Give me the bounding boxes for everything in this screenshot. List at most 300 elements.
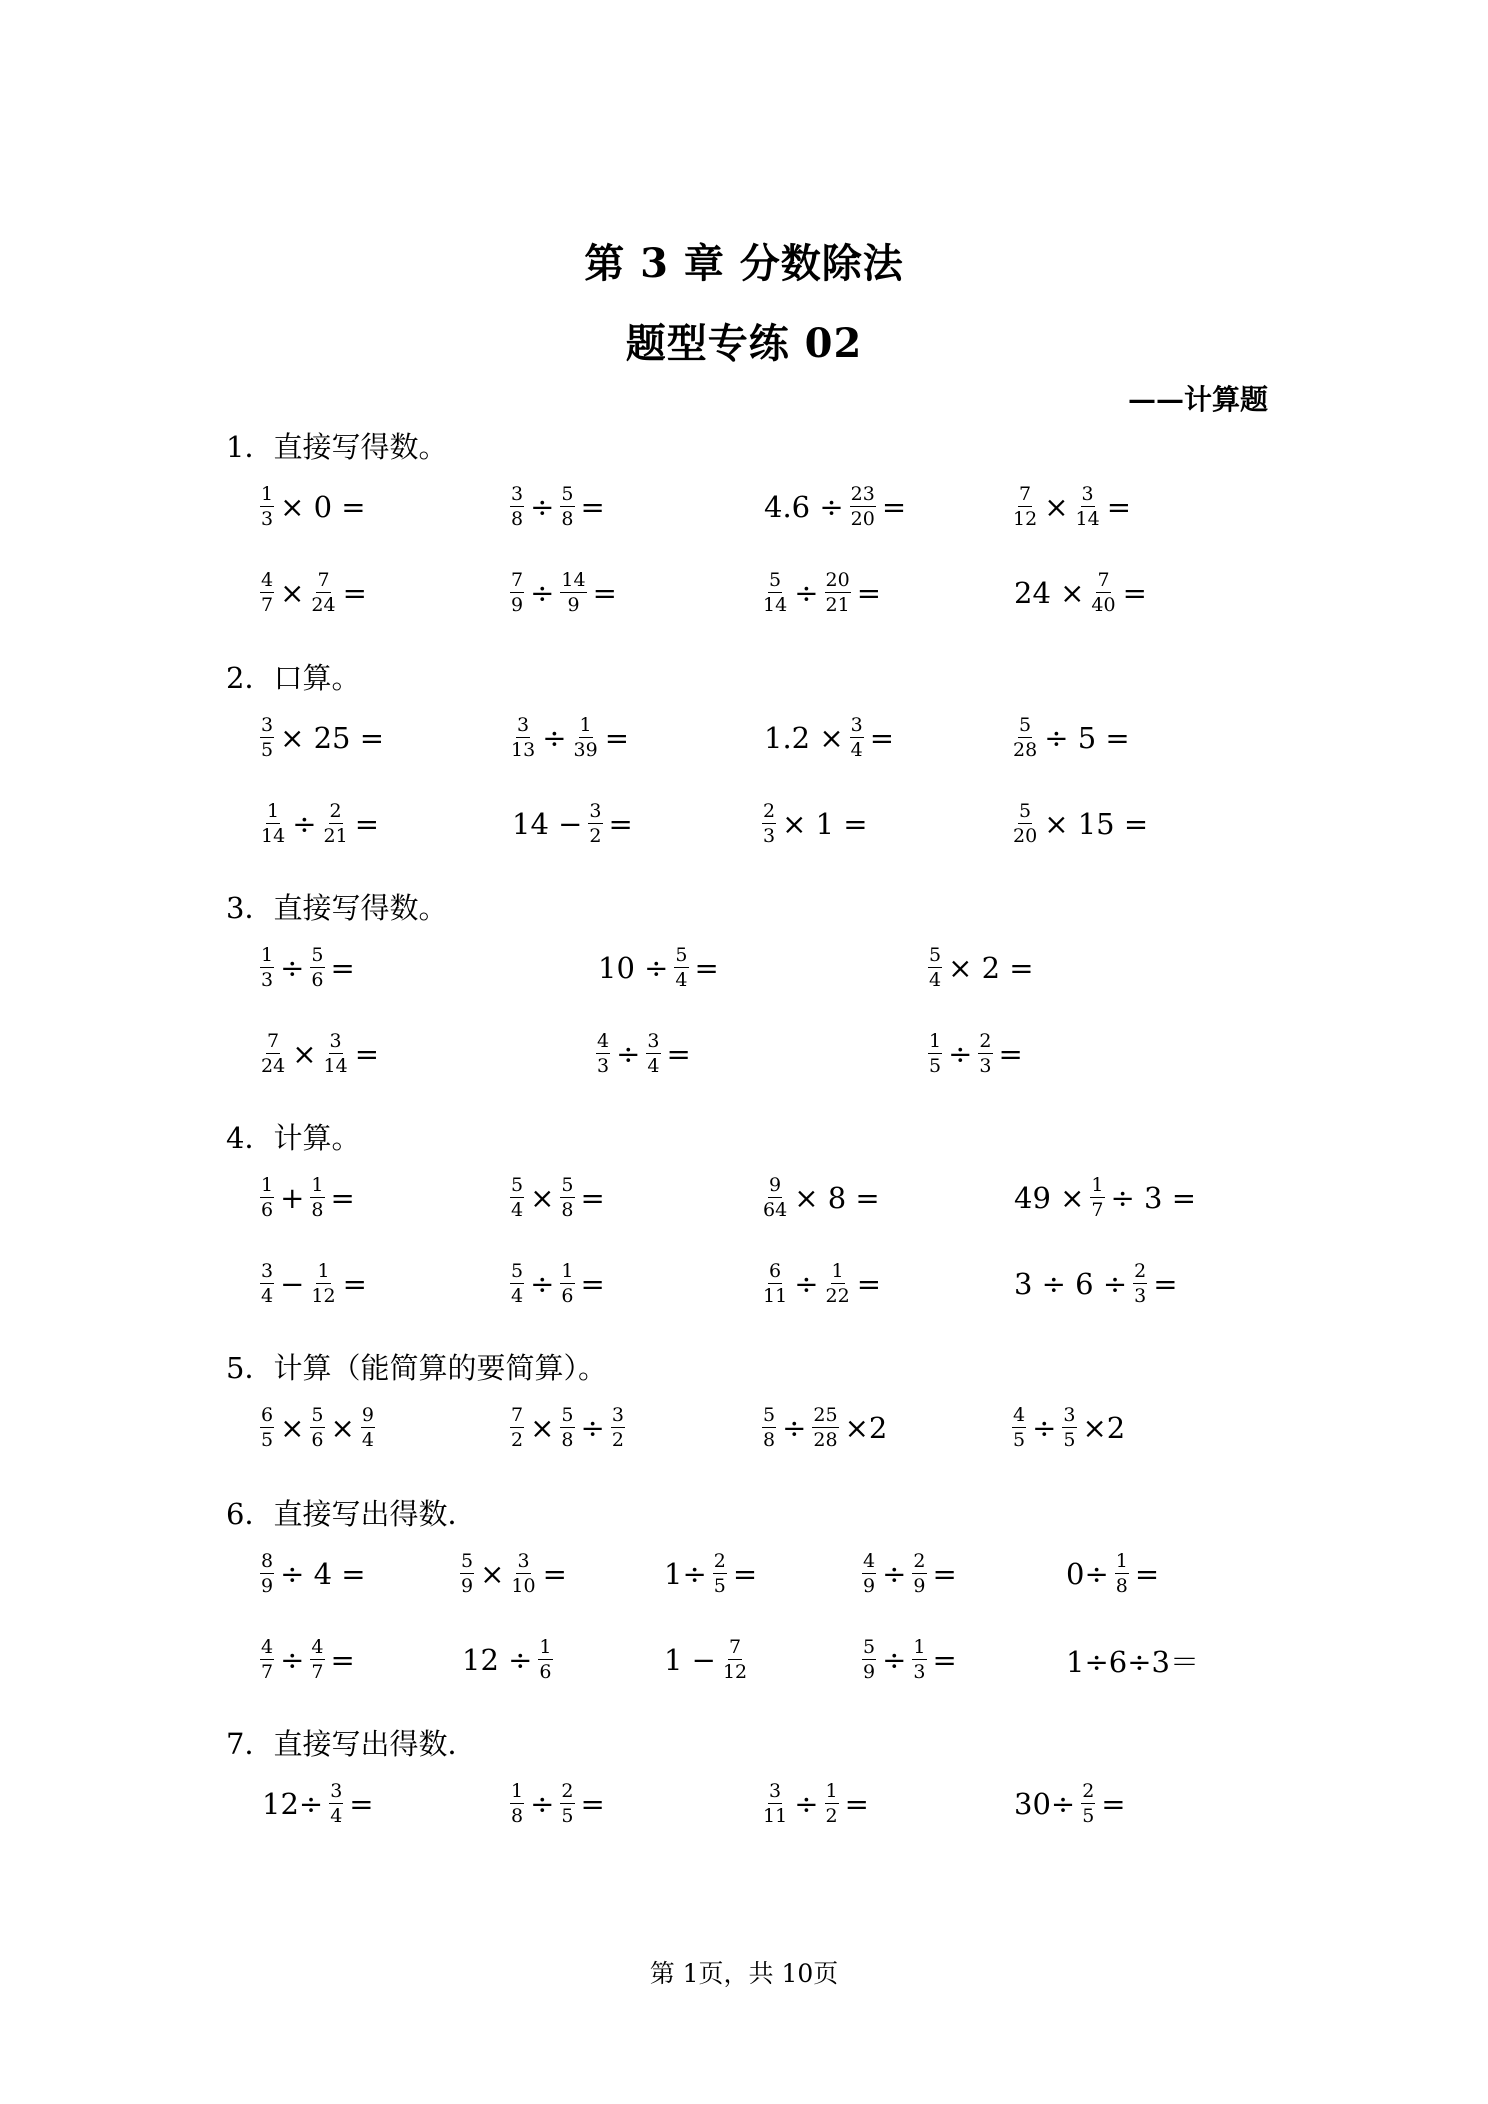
expression — [760, 477, 910, 537]
operator-text: 1÷6÷3＝ — [1066, 1644, 1199, 1679]
expression — [860, 1630, 961, 1690]
numerator: 1 — [511, 1780, 524, 1802]
section-label: 3．直接写得数。 — [226, 891, 448, 925]
operator-text: × — [330, 1411, 355, 1445]
denominator: 4 — [361, 1429, 374, 1451]
denominator: 6 — [311, 969, 324, 991]
denominator: 39 — [573, 739, 598, 761]
denominator: 3 — [261, 508, 274, 530]
expression — [760, 1168, 884, 1228]
expression — [508, 708, 633, 768]
numerator: 2 — [913, 1550, 926, 1572]
expression — [258, 1398, 377, 1458]
fraction — [361, 1406, 375, 1450]
operator-text: = — [732, 1557, 758, 1591]
fraction — [812, 1406, 838, 1450]
numerator: 6 — [769, 1260, 782, 1282]
numerator: 3 — [1063, 1404, 1076, 1426]
operator-text: × — [480, 1557, 505, 1591]
operator-text: = — [856, 1267, 881, 1301]
numerator: 3 — [517, 1550, 530, 1572]
expression — [258, 1630, 359, 1690]
operator-text: × 25 = — [280, 721, 385, 755]
operator-text: = — [604, 721, 629, 755]
denominator: 8 — [561, 1429, 574, 1451]
denominator: 6 — [311, 1429, 324, 1451]
operator-text: = — [592, 576, 617, 610]
denominator: 20 — [850, 508, 875, 530]
fraction — [510, 571, 524, 615]
operator-text: 1 − — [664, 1643, 716, 1677]
denominator: 9 — [461, 1575, 474, 1597]
operator-text: 49 × — [1014, 1181, 1085, 1215]
expression — [1062, 1630, 1203, 1690]
operator-text: = — [869, 721, 895, 755]
expression — [594, 1024, 695, 1084]
numerator: 3 — [647, 1030, 660, 1052]
numerator: 1 — [261, 483, 274, 505]
expression — [926, 938, 1038, 998]
fraction — [560, 1176, 574, 1220]
denominator: 7 — [261, 1661, 274, 1683]
denominator: 3 — [597, 1055, 610, 1077]
fraction — [1090, 571, 1116, 615]
numerator: 5 — [763, 1404, 776, 1426]
denominator: 7 — [311, 1661, 324, 1683]
operator-text: = — [1106, 490, 1131, 524]
fraction — [560, 1406, 574, 1450]
fraction — [260, 1262, 274, 1306]
denominator: 3 — [261, 969, 274, 991]
numerator: 4 — [863, 1550, 876, 1572]
operator-text: × — [292, 1037, 317, 1071]
operator-text: ÷ — [542, 721, 567, 755]
operator-text: × — [1044, 490, 1069, 524]
operator-text: = — [932, 1557, 957, 1591]
section-label: 7．直接写出得数． — [226, 1727, 477, 1761]
denominator: 22 — [825, 1285, 850, 1307]
fraction — [260, 1032, 286, 1076]
fraction — [310, 571, 336, 615]
numerator: 3 — [329, 1030, 342, 1052]
operator-text: ÷ 5 = — [1044, 721, 1130, 755]
operator-text: ÷ — [280, 1643, 305, 1677]
operator-text: × — [280, 1411, 305, 1445]
fraction — [510, 716, 536, 760]
operator-text: 12 ÷ — [462, 1643, 533, 1677]
numerator: 5 — [863, 1636, 876, 1658]
numerator: 1 — [929, 1030, 942, 1052]
fraction — [310, 1406, 324, 1450]
numerator: 4 — [1013, 1404, 1026, 1426]
numerator: 20 — [825, 569, 850, 591]
operator-text: ÷ 4 = — [280, 1557, 366, 1591]
fraction — [713, 1552, 727, 1596]
expression — [258, 1544, 370, 1604]
numerator: 1 — [261, 944, 274, 966]
denominator: 28 — [813, 1429, 838, 1451]
numerator: 9 — [361, 1404, 374, 1426]
fraction — [560, 1262, 574, 1306]
fraction — [1075, 485, 1101, 529]
numerator: 1 — [317, 1260, 330, 1282]
fraction — [928, 946, 942, 990]
expression — [1010, 794, 1152, 854]
operator-text: ÷ — [616, 1037, 641, 1071]
denominator: 24 — [311, 594, 336, 616]
operator-text: 1.2 × — [764, 721, 844, 755]
expression — [508, 794, 637, 854]
fraction — [323, 1032, 349, 1076]
expression — [1010, 1254, 1182, 1314]
denominator: 5 — [1063, 1429, 1076, 1451]
numerator: 5 — [561, 1174, 574, 1196]
operator-text: = — [666, 1037, 691, 1071]
denominator: 5 — [1013, 1429, 1026, 1451]
denominator: 4 — [850, 739, 863, 761]
denominator: 7 — [261, 594, 274, 616]
page-footer: 第 1页，共 10页 — [649, 1959, 839, 1988]
expression — [926, 1024, 1027, 1084]
numerator: 5 — [511, 1260, 524, 1282]
numerator: 5 — [769, 569, 782, 591]
numerator: 3 — [611, 1404, 624, 1426]
numerator: 8 — [261, 1550, 274, 1572]
numerator: 4 — [261, 1636, 274, 1658]
operator-text: ÷ — [292, 807, 317, 841]
numerator: 5 — [461, 1550, 474, 1572]
numerator: 1 — [579, 714, 592, 736]
operator-text: = — [354, 1037, 379, 1071]
fraction — [611, 1406, 625, 1450]
fraction — [1081, 1782, 1095, 1826]
operator-text: 24 × — [1014, 576, 1085, 610]
fraction — [1133, 1262, 1147, 1306]
operator-text: + — [280, 1181, 305, 1215]
denominator: 5 — [261, 1429, 274, 1451]
numerator: 1 — [539, 1636, 552, 1658]
expression — [860, 1544, 961, 1604]
operator-text: ÷ — [280, 951, 305, 985]
expression — [508, 1254, 609, 1314]
operator-text: × — [530, 1181, 555, 1215]
expression — [258, 1774, 378, 1834]
expression — [760, 1398, 891, 1458]
numerator: 1 — [913, 1636, 926, 1658]
expression — [760, 1254, 885, 1314]
fraction — [560, 485, 574, 529]
denominator: 14 — [763, 594, 788, 616]
numerator: 3 — [517, 714, 530, 736]
expression — [660, 1544, 761, 1604]
fraction — [323, 802, 349, 846]
operator-text: = — [542, 1557, 567, 1591]
denominator: 8 — [763, 1429, 776, 1451]
numerator: 2 — [1134, 1260, 1147, 1282]
numerator: 2 — [561, 1780, 574, 1802]
denominator: 28 — [1013, 739, 1038, 761]
operator-text: = — [1101, 1787, 1126, 1821]
operator-text: = — [354, 807, 379, 841]
operator-text: ×2 — [1082, 1411, 1126, 1445]
operator-text: ÷ — [948, 1037, 973, 1071]
fraction — [850, 485, 876, 529]
operator-text: = — [349, 1787, 374, 1821]
numerator: 1 — [1115, 1550, 1128, 1572]
fraction — [978, 1032, 992, 1076]
fraction — [260, 802, 286, 846]
operator-text: = — [342, 576, 367, 610]
numerator: 1 — [1091, 1174, 1104, 1196]
fraction — [825, 1262, 851, 1306]
denominator: 4 — [647, 1055, 660, 1077]
denominator: 3 — [979, 1055, 992, 1077]
operator-text: ÷ — [530, 490, 555, 524]
operator-text: = — [881, 490, 907, 524]
denominator: 4 — [330, 1805, 343, 1827]
numerator: 1 — [831, 1260, 844, 1282]
denominator: 7 — [1091, 1199, 1104, 1221]
denominator: 21 — [323, 825, 348, 847]
numerator: 3 — [330, 1780, 343, 1802]
expression — [760, 708, 898, 768]
denominator: 4 — [261, 1285, 274, 1307]
denominator: 6 — [561, 1285, 574, 1307]
fraction — [260, 485, 274, 529]
numerator: 5 — [311, 1404, 324, 1426]
expression — [1010, 1398, 1129, 1458]
fraction — [260, 716, 274, 760]
fraction — [260, 1406, 274, 1450]
fraction — [310, 946, 324, 990]
fraction — [329, 1782, 343, 1826]
expression — [508, 477, 609, 537]
fraction — [260, 1552, 274, 1596]
operator-text: ÷ — [530, 1787, 555, 1821]
operator-text: × 15 = — [1044, 807, 1149, 841]
fraction — [510, 1552, 536, 1596]
denominator: 5 — [561, 1805, 574, 1827]
operator-text: 1÷ — [664, 1557, 707, 1591]
numerator: 4 — [261, 569, 274, 591]
operator-text: × 0 = — [280, 490, 366, 524]
numerator: 5 — [511, 1174, 524, 1196]
numerator: 3 — [261, 714, 274, 736]
section-label: 6．直接写出得数． — [226, 1497, 477, 1531]
expression — [1062, 1544, 1163, 1604]
denominator: 9 — [863, 1661, 876, 1683]
denominator: 13 — [511, 739, 536, 761]
operator-text: × 1 = — [782, 807, 868, 841]
denominator: 9 — [511, 594, 524, 616]
denominator: 11 — [763, 1285, 788, 1307]
numerator: 7 — [511, 1404, 524, 1426]
denominator: 2 — [611, 1429, 624, 1451]
denominator: 9 — [261, 1575, 274, 1597]
numerator: 7 — [267, 1030, 280, 1052]
operator-text: ÷ — [1032, 1411, 1057, 1445]
numerator: 2 — [979, 1030, 992, 1052]
operator-text: × — [280, 576, 305, 610]
expression — [458, 1544, 571, 1604]
fraction — [573, 716, 599, 760]
fraction — [762, 802, 776, 846]
fraction — [722, 1638, 748, 1682]
expression — [760, 794, 872, 854]
operator-text: × 8 = — [794, 1181, 880, 1215]
fraction — [310, 1176, 324, 1220]
numerator: 3 — [261, 1260, 274, 1282]
operator-text: = — [608, 807, 633, 841]
section-label: 4．计算。 — [226, 1121, 361, 1155]
fraction — [1115, 1552, 1129, 1596]
expression — [760, 1774, 873, 1834]
operator-text: 4.6 ÷ — [764, 490, 844, 524]
operator-text: ÷ — [530, 576, 555, 610]
operator-text: ÷ 3 = — [1110, 1181, 1197, 1215]
operator-text: = — [844, 1787, 869, 1821]
operator-text: = — [856, 576, 881, 610]
fraction — [928, 1032, 942, 1076]
fraction — [825, 571, 851, 615]
chapter-title: 第 3 章 分数除法 — [584, 240, 904, 287]
operator-text: = — [330, 951, 355, 985]
denominator: 3 — [1134, 1285, 1147, 1307]
fraction — [912, 1638, 926, 1682]
expression — [594, 938, 723, 998]
section-label: 1．直接写得数。 — [226, 430, 448, 464]
expression — [508, 1398, 627, 1458]
numerator: 5 — [675, 944, 688, 966]
fraction — [1090, 1176, 1104, 1220]
denominator: 14 — [323, 1055, 348, 1077]
fraction — [260, 1176, 274, 1220]
operator-text: ÷ — [882, 1557, 907, 1591]
denominator: 8 — [1115, 1575, 1128, 1597]
expression — [660, 1630, 750, 1690]
operator-text: 3 ÷ 6 ÷ — [1014, 1267, 1128, 1301]
numerator: 1 — [261, 1174, 274, 1196]
operator-text: = — [694, 951, 719, 985]
denominator: 2 — [589, 825, 602, 847]
fraction — [1012, 1406, 1026, 1450]
fraction — [538, 1638, 552, 1682]
numerator: 2 — [763, 800, 776, 822]
operator-text: ÷ — [882, 1643, 907, 1677]
numerator: 1 — [825, 1780, 838, 1802]
numerator: 7 — [729, 1636, 742, 1658]
operator-text: = — [580, 1181, 605, 1215]
fraction — [1012, 802, 1038, 846]
denominator: 20 — [1013, 825, 1038, 847]
numerator: 3 — [850, 714, 863, 736]
fraction — [912, 1552, 926, 1596]
operator-text: ÷ — [794, 1787, 819, 1821]
fraction — [862, 1552, 876, 1596]
operator-text: 0÷ — [1066, 1557, 1109, 1591]
fraction — [510, 485, 524, 529]
expression — [258, 1024, 383, 1084]
numerator: 3 — [769, 1780, 782, 1802]
fraction — [674, 946, 688, 990]
expression — [258, 1168, 359, 1228]
expression — [508, 563, 621, 623]
numerator: 5 — [929, 944, 942, 966]
section-label: 5．计算（能简算的要简算）。 — [226, 1351, 607, 1385]
expression — [1010, 1774, 1130, 1834]
denominator: 64 — [763, 1199, 788, 1221]
operator-text: 10 ÷ — [598, 951, 669, 985]
operator-text: ÷ — [530, 1267, 555, 1301]
denominator: 3 — [763, 825, 776, 847]
denominator: 40 — [1091, 594, 1116, 616]
denominator: 10 — [511, 1575, 536, 1597]
numerator: 5 — [561, 1404, 574, 1426]
numerator: 6 — [261, 1404, 274, 1426]
denominator: 4 — [675, 969, 688, 991]
denominator: 8 — [311, 1199, 324, 1221]
denominator: 3 — [913, 1661, 926, 1683]
fraction — [1012, 716, 1038, 760]
fraction — [762, 1176, 788, 1220]
fraction — [762, 1406, 776, 1450]
denominator: 24 — [261, 1055, 286, 1077]
denominator: 12 — [311, 1285, 336, 1307]
expression — [1010, 708, 1134, 768]
operator-text: × — [530, 1411, 555, 1445]
fraction — [560, 571, 586, 615]
denominator: 8 — [511, 1805, 524, 1827]
expression — [258, 1254, 371, 1314]
operator-text: ÷ — [794, 576, 819, 610]
operator-text: ÷ — [794, 1267, 819, 1301]
operator-text: = — [330, 1643, 355, 1677]
denominator: 9 — [863, 1575, 876, 1597]
fraction — [510, 1782, 524, 1826]
fraction — [510, 1262, 524, 1306]
operator-text: − — [280, 1267, 305, 1301]
fraction — [588, 802, 602, 846]
denominator: 8 — [561, 1199, 574, 1221]
numerator: 1 — [267, 800, 280, 822]
fraction — [862, 1638, 876, 1682]
fraction — [510, 1406, 524, 1450]
operator-text: ×2 — [844, 1411, 888, 1445]
expression — [258, 708, 388, 768]
expression — [258, 477, 370, 537]
numerator: 4 — [311, 1636, 324, 1658]
denominator: 8 — [561, 508, 574, 530]
operator-text: = — [1153, 1267, 1178, 1301]
numerator: 3 — [589, 800, 602, 822]
denominator: 5 — [1082, 1805, 1095, 1827]
denominator: 12 — [1013, 508, 1038, 530]
numerator: 7 — [1097, 569, 1110, 591]
denominator: 6 — [261, 1199, 274, 1221]
section-label: 2．口算。 — [226, 661, 361, 695]
numerator: 1 — [311, 1174, 324, 1196]
operator-text: ÷ — [782, 1411, 807, 1445]
denominator: 4 — [511, 1199, 524, 1221]
denominator: 6 — [539, 1661, 552, 1683]
expression — [760, 563, 885, 623]
operator-text: × 2 = — [948, 951, 1034, 985]
numerator: 5 — [1019, 800, 1032, 822]
denominator: 21 — [825, 594, 850, 616]
numerator: 25 — [813, 1404, 838, 1426]
numerator: 5 — [311, 944, 324, 966]
expression — [1010, 1168, 1200, 1228]
